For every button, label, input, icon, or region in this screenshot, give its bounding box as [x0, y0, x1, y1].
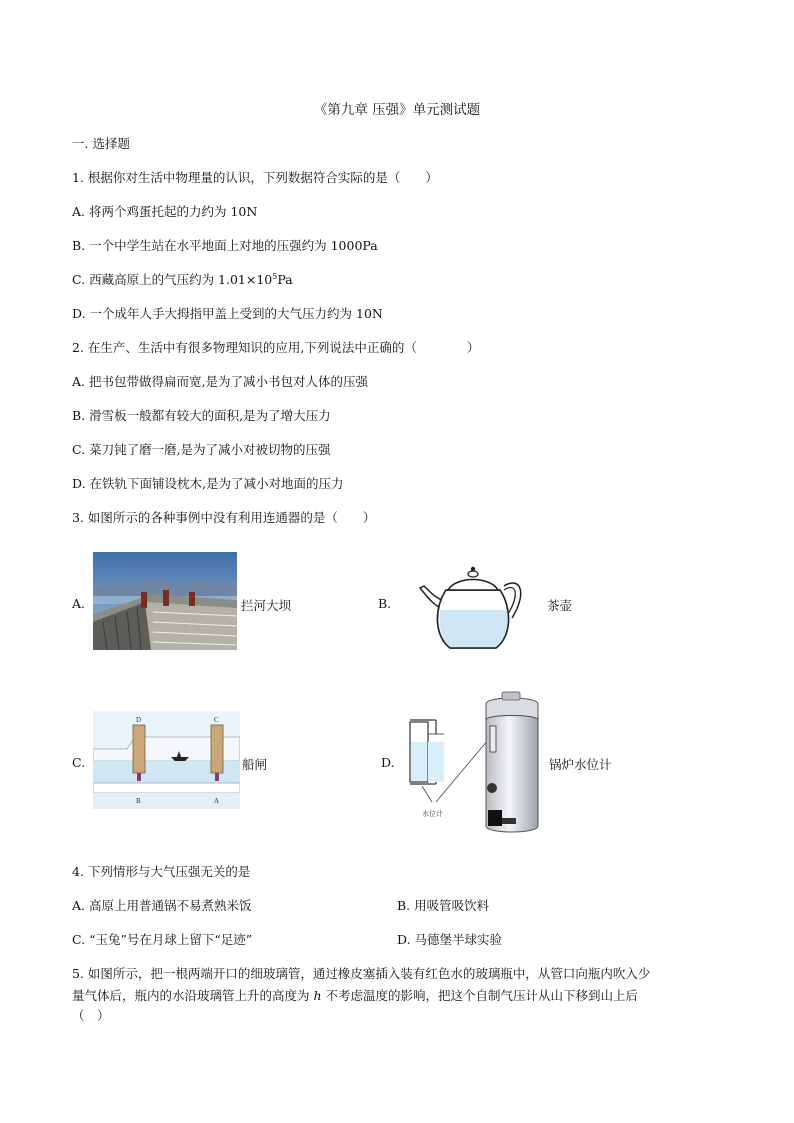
q3-stem: 3. 如图所示的各种事例中没有利用连通器的是（ ）	[72, 510, 376, 525]
q4-option-b[interactable]: B. 用吸管吸饮料	[397, 898, 490, 913]
q1-option-c-exponent: 5	[272, 271, 278, 281]
gauge-caption: 水位计	[422, 810, 443, 818]
lock-label-c: C	[214, 716, 219, 724]
q4-stem: 4. 下列情形与大气压强无关的是	[72, 864, 251, 879]
lock-label-b: B	[136, 797, 141, 805]
lock-label-d: D	[136, 716, 142, 724]
q1-option-c-text: C. 西藏高原上的气压约为 1.01×10	[72, 272, 273, 287]
q2-option-d[interactable]: D. 在铁轨下面铺设枕木,是为了减小对地面的压力	[72, 476, 344, 491]
q4-option-a[interactable]: A. 高原上用普通锅不易煮熟米饭	[72, 898, 252, 913]
q5-line-2	[72, 986, 638, 1004]
teapot-illustration	[416, 558, 526, 654]
dam-photo	[93, 552, 237, 650]
q5-answer-blank[interactable]: （ ）	[72, 1008, 110, 1023]
q1-option-b[interactable]: B. 一个中学生站在水平地面上对地的压强约为 1000Pa	[72, 238, 378, 253]
q3-option-a-letter[interactable]: A.	[72, 596, 86, 611]
boiler-gauge-diagram	[402, 690, 552, 836]
ship-lock-diagram	[93, 711, 240, 809]
q4-option-d[interactable]: D. 马德堡半球实验	[397, 932, 503, 947]
page-title: 《第九章 压强》单元测试题	[313, 102, 481, 118]
q5-line-2-text: 量气体后，瓶内的水沿玻璃管上升的高度为	[72, 988, 314, 1003]
q3-option-d-letter[interactable]: D.	[381, 755, 395, 770]
q3-option-a-text: 拦河大坝	[241, 598, 292, 613]
q3-option-b-text: 茶壶	[547, 598, 573, 613]
q3-option-c-letter[interactable]: C.	[72, 755, 86, 770]
q4-option-c[interactable]: C. “玉兔”号在月球上留下“足迹”	[72, 932, 253, 947]
q3-option-d-text: 锅炉水位计	[549, 757, 612, 772]
q1-option-d[interactable]: D. 一个成年人手大拇指甲盖上受到的大气压力约为 10N	[72, 306, 383, 321]
section-heading: 一. 选择题	[72, 136, 130, 151]
q5-height-variable: h	[313, 988, 322, 1003]
q2-stem: 2. 在生产、生活中有很多物理知识的应用,下列说法中正确的（ ）	[72, 340, 480, 355]
q1-option-c[interactable]	[72, 270, 293, 288]
q2-option-c[interactable]: C. 菜刀钝了磨一磨,是为了减小对被切物的压强	[72, 442, 331, 457]
q1-option-c-unit: Pa	[277, 272, 293, 287]
q2-option-a[interactable]: A. 把书包带做得扁而宽,是为了减小书包对人体的压强	[72, 374, 368, 389]
q3-option-c-text: 船闸	[242, 757, 268, 772]
q5-line-1: 5. 如图所示，把一根两端开口的细玻璃管，通过橡皮塞插入装有红色水的玻璃瓶中，从管口向瓶内吹入少	[72, 966, 651, 981]
lock-label-a: A	[214, 797, 220, 805]
q1-option-a[interactable]: A. 将两个鸡蛋托起的力约为 10N	[72, 204, 258, 219]
q5-line-2-rest: 不考虑温度的影响，把这个自制气压计从山下移到山上后	[321, 988, 639, 1003]
q3-option-b-letter[interactable]: B.	[378, 596, 392, 611]
q1-stem: 1. 根据你对生活中物理量的认识，下列数据符合实际的是（ ）	[72, 170, 438, 185]
q2-option-b[interactable]: B. 滑雪板一般都有较大的面积,是为了增大压力	[72, 408, 331, 423]
